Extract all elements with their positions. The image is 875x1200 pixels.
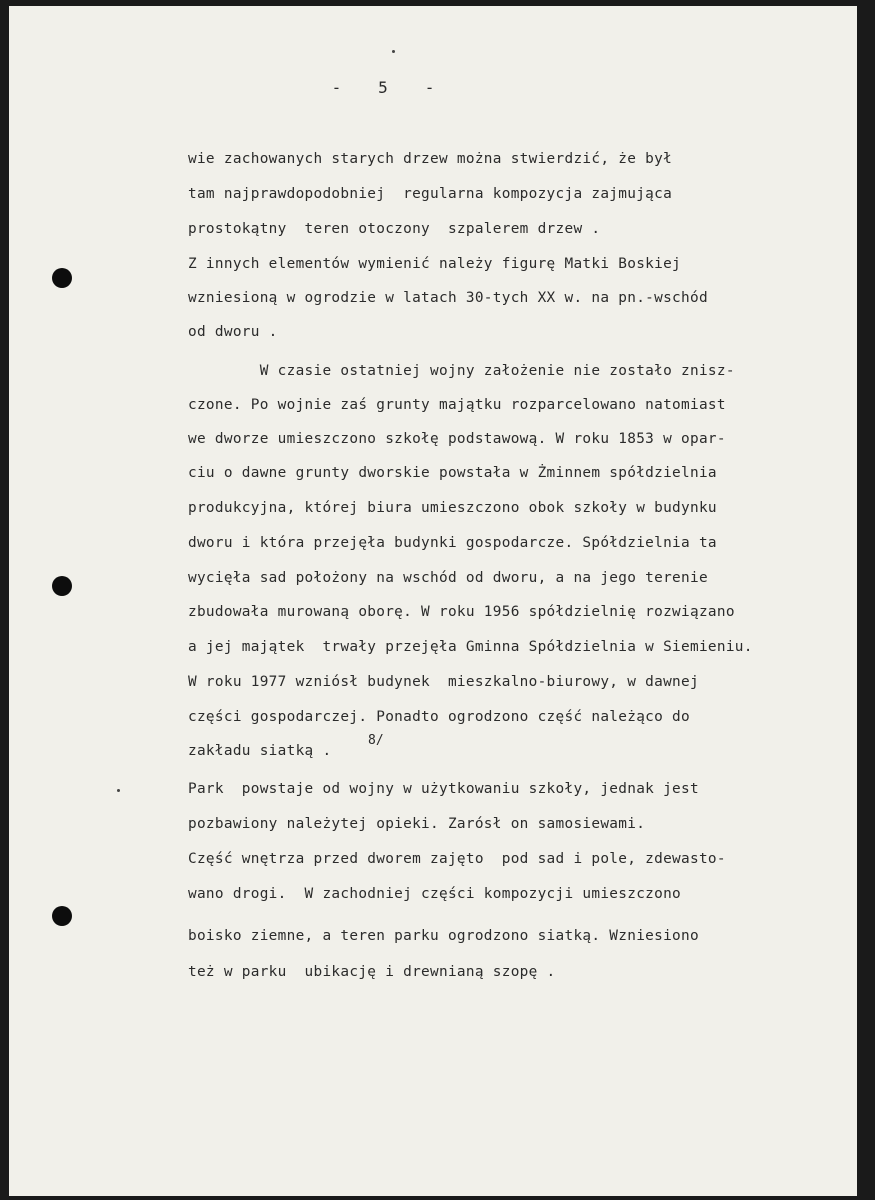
punch-hole-bottom (52, 906, 72, 926)
text-line: W roku 1977 wzniósł budynek mieszkalno-biurowy, w dawnej (188, 674, 699, 690)
text-line: części gospodarczej. Ponadto ogrodzono część należąco do (188, 709, 690, 725)
text-line: Część wnętrza przed dworem zajęto pod sad i pole, zdewasto- (188, 851, 726, 867)
text-line: boisko ziemne, a teren parku ogrodzono siatką. Wzniesiono (188, 928, 699, 944)
text-line: wano drogi. W zachodniej części kompozycji umieszczono (188, 886, 682, 902)
text-line: od dworu . (188, 324, 278, 340)
text-line: zbudowała murowaną oborę. W roku 1956 spółdzielnię rozwiązano (188, 604, 735, 620)
text-line: wie zachowanych starych drzew można stwierdzić, że był (188, 151, 673, 167)
text-line: zakładu siatką . (188, 743, 332, 759)
text-line: czone. Po wojnie zaś grunty majątku rozparcelowano natomiast (188, 397, 726, 413)
text-line: a jej majątek trwały przejęła Gminna Spółdzielnia w Siemieniu. (188, 639, 753, 655)
punch-hole-middle (52, 576, 72, 596)
footnote-reference: 8/ (368, 733, 384, 748)
text-line: W czasie ostatniej wojny założenie nie zostało znisz- (188, 363, 735, 379)
text-line: pozbawiony należytej opieki. Zarósł on samosiewami. (188, 816, 646, 832)
text-line: we dworze umieszczono szkołę podstawową. W roku 1853 w opar- (188, 431, 726, 447)
text-line: tam najprawdopodobniej regularna kompozycja zajmująca (188, 186, 673, 202)
text-line: ciu o dawne grunty dworskie powstała w Żminnem spółdzielnia (188, 465, 717, 481)
text-line: też w parku ubikację i drewnianą szopę . (188, 964, 556, 980)
document-page (9, 6, 857, 1196)
punch-hole-top (52, 268, 72, 288)
text-line: wycięła sad położony na wschód od dworu, a na jego terenie (188, 570, 708, 586)
text-line: dworu i która przejęła budynki gospodarcze. Spółdzielnia ta (188, 535, 717, 551)
text-line: wzniesioną w ogrodzie w latach 30-tych XX w. na pn.-wschód (188, 290, 708, 306)
page-number: - 5 - (331, 78, 437, 97)
speck-mark (117, 789, 120, 792)
text-line: Z innych elementów wymienić należy figurę Matki Boskiej (188, 256, 682, 272)
text-line: prostokątny teren otoczony szpalerem drzew . (188, 221, 601, 237)
speck-mark (392, 50, 395, 53)
text-line: Park powstaje od wojny w użytkowaniu szkoły, jednak jest (188, 781, 699, 797)
text-line: produkcyjna, której biura umieszczono obok szkoły w budynku (188, 500, 717, 516)
